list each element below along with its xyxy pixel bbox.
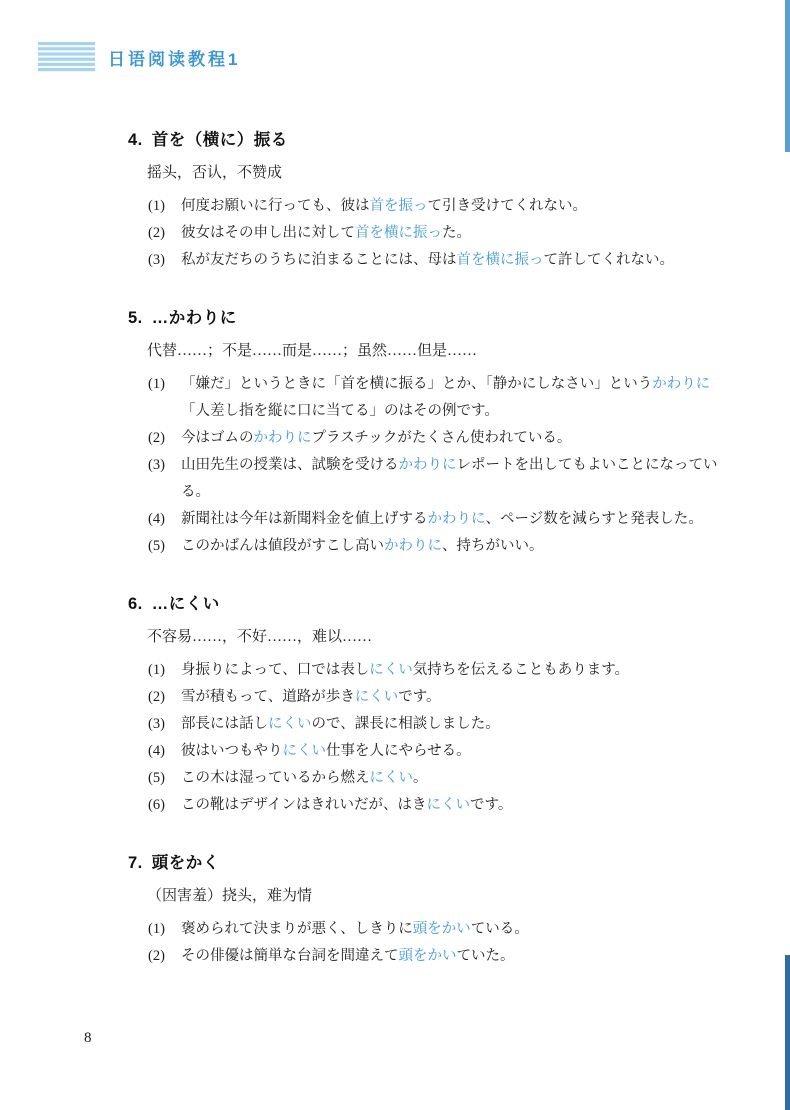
- example-list: [148, 371, 720, 560]
- highlighted-term: かわりに: [384, 538, 442, 554]
- sentence-text: 。: [413, 770, 428, 786]
- section-heading: [128, 126, 720, 150]
- sentence-text: 新聞社は今年は新聞料金を値上げする: [181, 511, 428, 527]
- sentence-text: ている。: [470, 921, 529, 937]
- section-number: 4.: [128, 131, 143, 149]
- highlighted-term: 首を横に振っ: [355, 225, 442, 241]
- section-title: …かわりに: [151, 309, 237, 327]
- section-heading: [128, 849, 720, 873]
- stacked-lines-icon: [38, 42, 95, 72]
- example-sentence: [148, 220, 720, 247]
- example-sentence: [148, 425, 720, 452]
- sentence-text: 私が友だちのうちに泊まることには、母は: [181, 252, 457, 268]
- example-sentence: [148, 792, 720, 819]
- example-sentence: [148, 452, 720, 506]
- section-heading: [128, 304, 720, 328]
- section-number: 5.: [128, 309, 143, 327]
- sentence-text: 「人差し指を縦に口に当てる」のはその例です。: [181, 403, 499, 419]
- sentence-text: その俳優は簡単な台詞を間違えて: [181, 948, 399, 964]
- sentence-text: 部長には話し: [181, 716, 268, 732]
- sentence-text: て引き受けてくれない。: [427, 198, 587, 214]
- highlighted-term: 首を振っ: [369, 198, 428, 214]
- sentence-text: 彼はいつもやり: [181, 743, 283, 759]
- section-number: 7.: [128, 854, 143, 872]
- sentence-text: プラスチックがたくさん使われている。: [311, 430, 572, 446]
- example-number: (1): [148, 921, 165, 937]
- sentence-text: このかばんは値段がすこし高い: [181, 538, 384, 554]
- section-number: 6.: [128, 595, 143, 613]
- highlighted-term: にくい: [426, 797, 470, 813]
- example-number: (6): [148, 797, 165, 813]
- sentence-text: ていた。: [456, 948, 515, 964]
- example-list: [148, 657, 720, 819]
- sentence-text: 何度お願いに行っても、彼は: [181, 198, 370, 214]
- example-list: [148, 916, 720, 970]
- example-number: (2): [148, 430, 165, 446]
- example-number: (5): [148, 770, 165, 786]
- highlighted-term: にくい: [282, 743, 326, 759]
- sentence-text: 、持ちがいい。: [442, 538, 544, 554]
- highlighted-term: にくい: [268, 716, 312, 732]
- sentence-text: この靴はデザインはきれいだが、はき: [181, 797, 427, 813]
- example-sentence: [148, 684, 720, 711]
- sentence-text: た。: [442, 225, 471, 241]
- example-number: (4): [148, 511, 165, 527]
- example-number: (3): [148, 457, 165, 473]
- section-meaning: （因害羞）挠头，难为情: [147, 888, 313, 904]
- highlighted-term: かわりに: [652, 376, 711, 392]
- example-number: (1): [148, 376, 165, 392]
- section-meaning: 不容易……，不好……，难以……: [147, 629, 373, 645]
- section-meaning: 代替……；不是……而是……；虽然……但是……: [147, 343, 478, 359]
- sentence-text: 気持ちを伝えることもあります。: [412, 662, 630, 678]
- page-content: [128, 126, 720, 1000]
- highlighted-term: にくい: [354, 689, 399, 705]
- sentence-text: 「嫌だ」というときに「首を横に振る」とか、「静かにしなさい」という: [181, 376, 653, 392]
- section-meaning: 摇头，否认，不赞成: [147, 165, 283, 181]
- page-edge-bar-bottom: [785, 955, 790, 1110]
- grammar-section: [128, 304, 720, 560]
- example-sentence: [148, 247, 720, 274]
- example-sentence: [148, 711, 720, 738]
- example-number: (2): [148, 689, 165, 705]
- example-number: (1): [148, 198, 165, 214]
- sentence-text: て許してくれない。: [543, 252, 674, 268]
- page-header: [38, 42, 240, 72]
- sentence-text: 今はゴムの: [181, 430, 254, 446]
- sentence-text: 雪が積もって、道路が歩き: [181, 689, 355, 705]
- highlighted-term: かわりに: [398, 457, 457, 473]
- example-number: (2): [148, 948, 165, 964]
- example-number: (2): [148, 225, 165, 241]
- example-sentence: [148, 916, 720, 943]
- sentence-text: 身振りによって、口では表し: [181, 662, 370, 678]
- book-title: 日语阅读教程1: [108, 49, 241, 69]
- example-sentence: [148, 533, 720, 560]
- highlighted-term: かわりに: [427, 511, 486, 527]
- page-edge-bar-top: [785, 0, 790, 152]
- grammar-section: [128, 849, 720, 970]
- sentence-text: 、ページ数を減らすと発表した。: [485, 511, 703, 527]
- sentence-text: レポートを出してもよいことになっている。: [181, 457, 718, 500]
- example-number: (4): [148, 743, 165, 759]
- highlighted-term: 頭をかい: [398, 948, 457, 964]
- example-sentence: [148, 371, 720, 425]
- example-sentence: [148, 943, 720, 970]
- sentence-text: 褒められて決まりが悪く、しきりに: [181, 921, 413, 937]
- grammar-section: [128, 126, 720, 274]
- highlighted-term: にくい: [369, 770, 413, 786]
- sentence-text: この木は湿っているから燃え: [181, 770, 370, 786]
- sentence-text: 山田先生の授業は、試験を受ける: [181, 457, 399, 473]
- sentence-text: 仕事を人にやらせる。: [326, 743, 471, 759]
- sentence-text: 彼女はその申し出に対して: [181, 225, 355, 241]
- section-title: 首を（横に）振る: [151, 131, 288, 149]
- highlighted-term: かわりに: [253, 430, 312, 446]
- example-number: (3): [148, 252, 165, 268]
- section-title: 頭をかく: [151, 854, 220, 872]
- page-number: 8: [84, 1030, 92, 1046]
- highlighted-term: 首を横に振っ: [456, 252, 544, 268]
- grammar-section: [128, 590, 720, 819]
- highlighted-term: 頭をかい: [412, 921, 471, 937]
- example-number: (1): [148, 662, 165, 678]
- example-sentence: [148, 506, 720, 533]
- example-sentence: [148, 193, 720, 220]
- sentence-text: ので、課長に相談しました。: [311, 716, 500, 732]
- highlighted-term: にくい: [369, 662, 413, 678]
- example-number: (3): [148, 716, 165, 732]
- sentence-text: です。: [398, 689, 441, 705]
- section-heading: [128, 590, 720, 614]
- example-sentence: [148, 657, 720, 684]
- example-number: (5): [148, 538, 165, 554]
- example-sentence: [148, 738, 720, 765]
- section-title: …にくい: [151, 595, 220, 613]
- example-list: [148, 193, 720, 274]
- example-sentence: [148, 765, 720, 792]
- sentence-text: です。: [469, 797, 513, 813]
